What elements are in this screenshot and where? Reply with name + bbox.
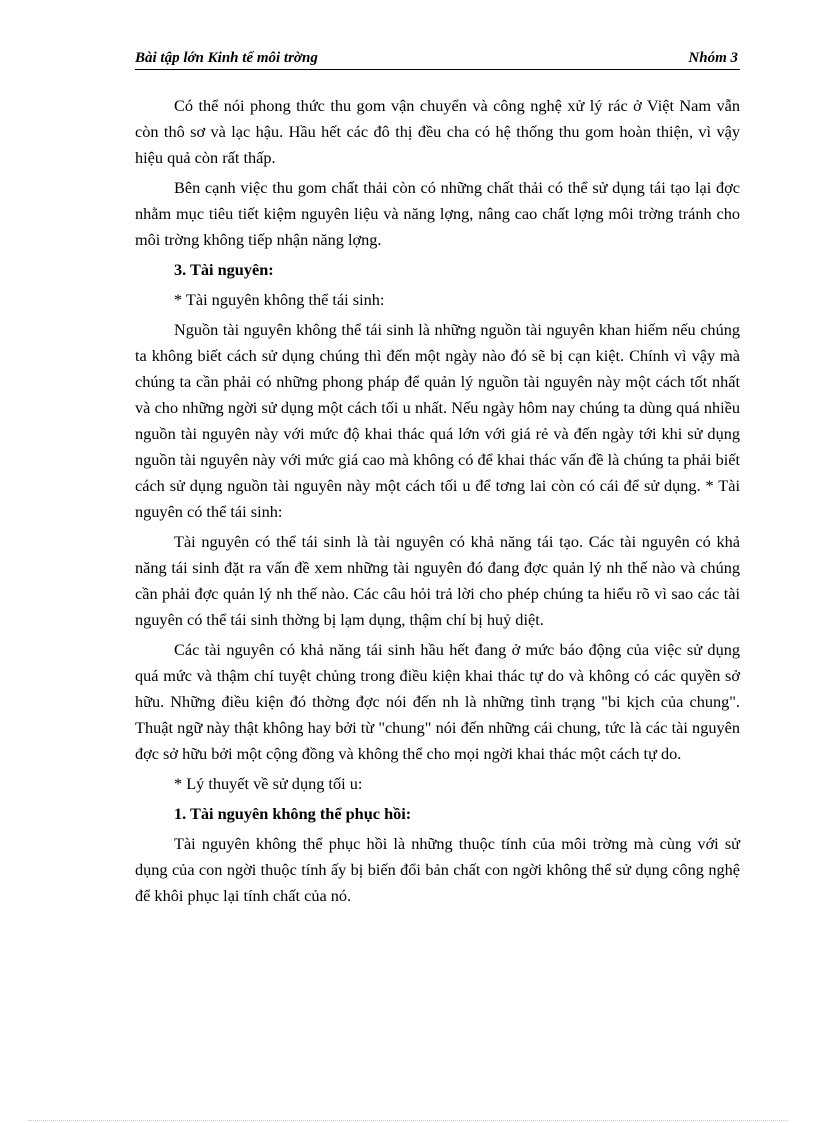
page-bottom-border	[28, 1120, 788, 1121]
paragraph: Bên cạnh việc thu gom chất thải còn có những chất thải có thể sử dụng tái tạo lại đợc nhằm mục tiêu tiết kiệm nguyên liệu và năng lợng, nâng cao chất lợng môi trờng tránh cho môi trờng không tiếp nhận năng lợng.	[135, 178, 740, 249]
paragraph: Các tài nguyên có khả năng tái sinh hầu hết đang ở mức báo động của việc sử dụng quá mức và thậm chí tuyệt chủng trong điều kiện khai thác tự do và không có các quyền sở hữu. Những điều kiện đó thờng đợc nói đến nh là những tình trạng "bi kịch của chung". Thuật ngữ này thật không hay bởi từ "chung" nói đến những cái chung, tức là các tài nguyên đợc sở hữu bởi một cộng đồng và không thể cho mọi ngời khai thác một cách tự do.	[135, 640, 740, 763]
header-title: Bài tập lớn Kinh tế môi trờng	[135, 50, 318, 66]
page-header	[135, 50, 740, 70]
section-heading: 1. Tài nguyên không thể phục hồi:	[174, 804, 412, 823]
paragraph: Tài nguyên không thể phục hồi là những thuộc tính của môi trờng mà cùng với sử dụng của con ngời thuộc tính ấy bị biến đổi bản chất con ngời không thể sử dụng công nghệ để khôi phục lại tính chất của nó.	[135, 834, 740, 905]
subheading: * Lý thuyết về sử dụng tối u:	[174, 774, 363, 793]
paragraph: Tài nguyên có thể tái sinh là tài nguyên có khả năng tái tạo. Các tài nguyên có khả năng tái sinh đặt ra vấn đề xem những tài nguyên đó đang đợc quản lý nh thế nào và chúng cần phải đợc quản lý nh thế nào. Các câu hỏi trả lời cho phép chúng ta hiểu rõ vì sao các tài nguyên có thể tái sinh thờng bị lạm dụng, thậm chí bị huỷ diệt.	[135, 532, 740, 629]
paragraph: Có thể nói phong thức thu gom vận chuyển và công nghệ xử lý rác ở Việt Nam vẫn còn thô sơ và lạc hậu. Hầu hết các đô thị đều cha có hệ thống thu gom hoàn thiện, vì vậy hiệu quả còn rất thấp.	[135, 96, 740, 167]
paragraph: Nguồn tài nguyên không thể tái sinh là những nguồn tài nguyên khan hiếm nếu chúng ta không biết cách sử dụng chúng thì đến một ngày nào đó sẽ bị cạn kiệt. Chính vì vậy mà chúng ta cần phải có những phong pháp để quản lý nguồn tài nguyên này một cách tốt nhất và cho những ngời sử dụng một cách tối u nhất. Nếu ngày hôm nay chúng ta dùng quá nhiều nguồn tài nguyên này với mức độ khai thác quá lớn với giá rẻ và đến ngày tới khi sử dụng nguồn tài nguyên này với mức giá cao mà không có để khai thác vấn đề là chúng ta phải biết cách sử dụng nguồn tài nguyên này một cách tối u để tơng lai còn có cái để sử dụng. * Tài nguyên có thể tái sinh:	[135, 320, 740, 521]
subheading: * Tài nguyên không thể tái sinh:	[174, 290, 385, 309]
document-body	[135, 93, 740, 913]
header-group: Nhóm 3	[688, 50, 738, 66]
section-heading: 3. Tài nguyên:	[174, 260, 274, 279]
